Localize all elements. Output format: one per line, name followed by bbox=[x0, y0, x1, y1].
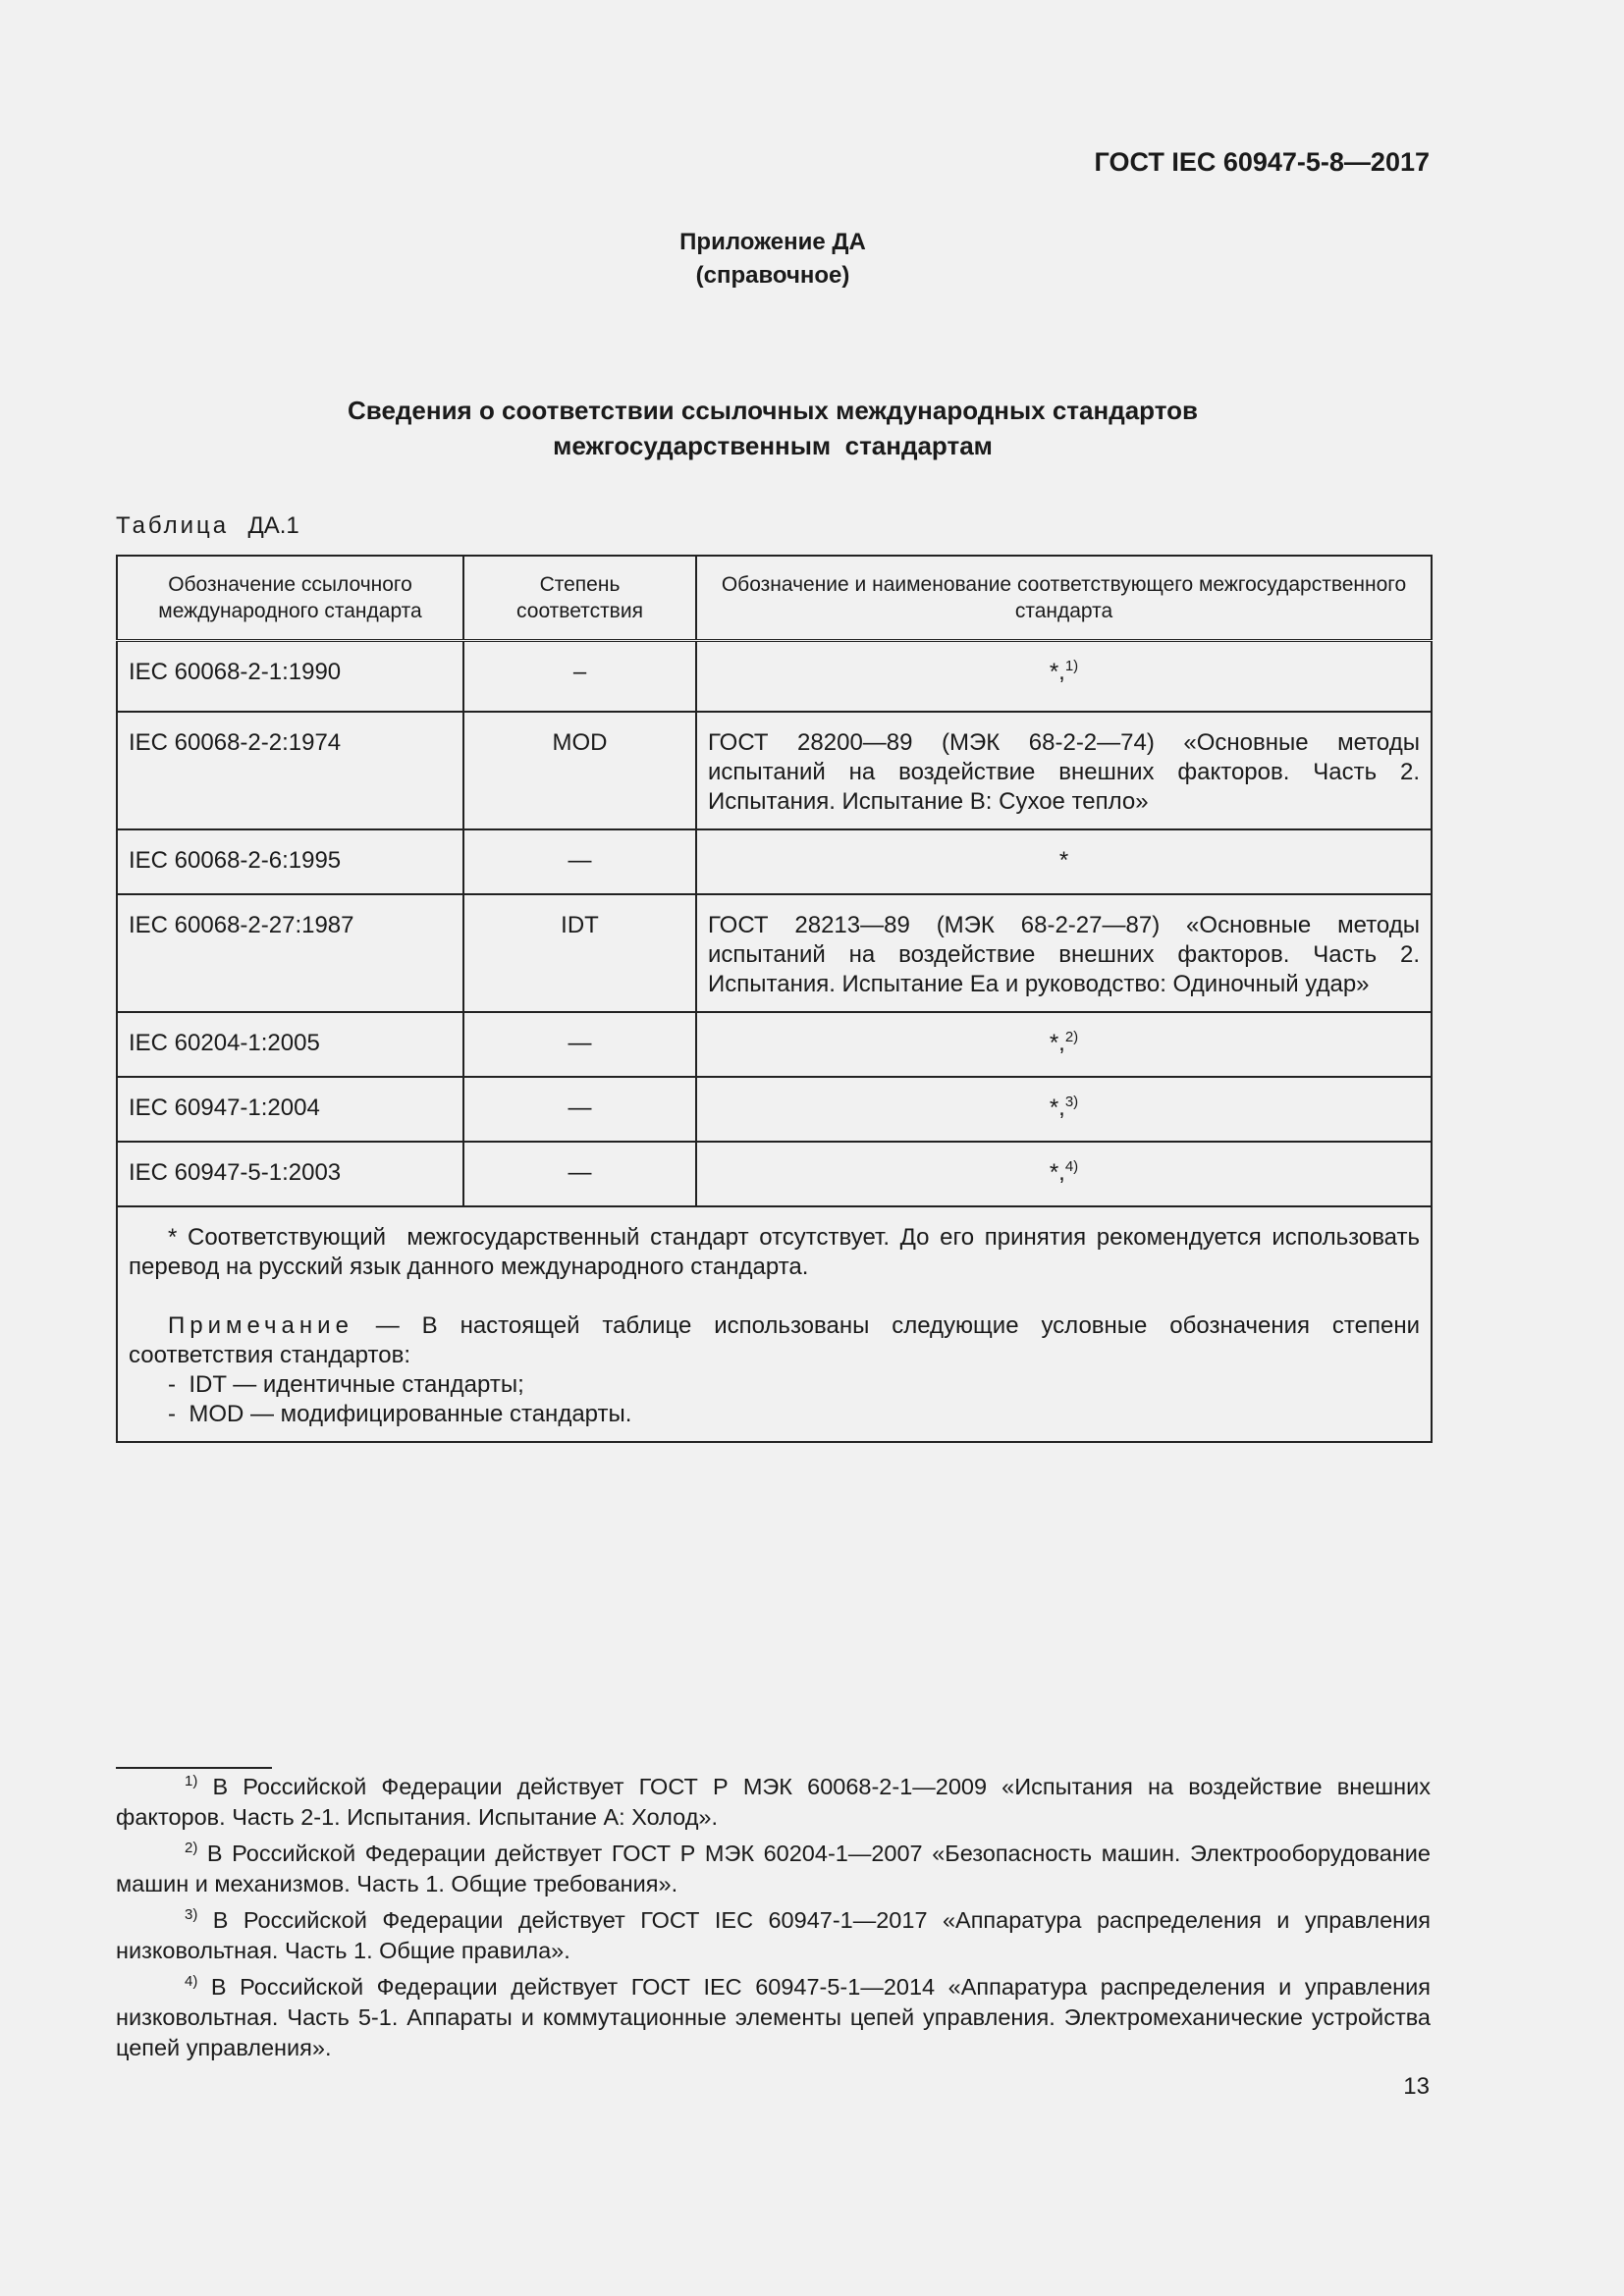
cell-gost: ГОСТ 28200—89 (МЭК 68-2-2—74) «Основные методы испытаний на воздействие внешних факторов. Часть 2. Испытания. Испытание В: Сухое тепло» bbox=[696, 712, 1432, 829]
note-star: * Соответствующий межгосударственный стандарт отсутствует. До его принятия рекомендуется использовать перевод на русский язык данного международного стандарта. bbox=[129, 1223, 1427, 1280]
note-paragraph bbox=[129, 1311, 1420, 1370]
appendix-heading bbox=[0, 226, 1545, 293]
correspondence-table bbox=[116, 555, 1433, 1443]
footnote: $^{3)}$ В Российской Федерации действует ГОСТ IEC 60947-1—2017 «Аппаратура распределения и управления низковольтная. Часть 1. Общие правила». bbox=[116, 1906, 1431, 1963]
cell-degree: — bbox=[463, 1077, 696, 1142]
table-row bbox=[117, 1077, 1432, 1142]
table-label-number: ДА.1 bbox=[247, 512, 299, 539]
header-interstate-standard: Обозначение и наименование соответствующего межгосударственного стандарта bbox=[696, 556, 1432, 641]
note-word: Примечание bbox=[168, 1311, 353, 1339]
cell-gost: *,$^{3)}$ bbox=[696, 1077, 1432, 1142]
footnote: $^{4)}$ В Российской Федерации действует ГОСТ IEC 60947-5-1—2014 «Аппаратура распределения и управления низковольтная. Часть 5-1. Аппараты и коммутационные элементы цепей управления. Электромеханические устройства цепей управления». bbox=[116, 1973, 1431, 2060]
table-row bbox=[117, 1142, 1432, 1206]
appendix-title: Приложение ДА bbox=[679, 229, 866, 255]
table-row bbox=[117, 1012, 1432, 1077]
header-degree: Степень соответствия bbox=[463, 556, 696, 641]
table-row bbox=[117, 712, 1432, 829]
table-header-row bbox=[117, 556, 1432, 641]
list-item: - IDT — идентичные стандарты; bbox=[168, 1370, 524, 1398]
cell-ref: IEC 60068-2-27:1987 bbox=[117, 894, 463, 1012]
footnote-separator bbox=[116, 1767, 272, 1769]
cell-gost: *,$^{4)}$ bbox=[696, 1142, 1432, 1206]
cell-ref: IEC 60947-5-1:2003 bbox=[117, 1142, 463, 1206]
cell-gost: ГОСТ 28213—89 (МЭК 68-2-27—87) «Основные методы испытаний на воздействие внешних факторов. Часть 2. Испытания. Испытание Еа и руководство: Одиночный удар» bbox=[696, 894, 1432, 1012]
cell-degree: – bbox=[463, 641, 696, 712]
page-number: 13 bbox=[1403, 2073, 1430, 2100]
footnotes bbox=[116, 1772, 1431, 2069]
footnote: $^{2)}$ В Российской Федерации действует ГОСТ Р МЭК 60204-1—2007 «Безопасность машин. Электрооборудование машин и механизмов. Часть 1. Общие требования». bbox=[116, 1840, 1431, 1896]
section-title-line2: межгосударственным стандартам bbox=[553, 431, 993, 460]
cell-ref: IEC 60947-1:2004 bbox=[117, 1077, 463, 1142]
table-row bbox=[117, 894, 1432, 1012]
table-notes bbox=[117, 1206, 1432, 1442]
cell-ref: IEC 60068-2-6:1995 bbox=[117, 829, 463, 894]
section-title bbox=[0, 393, 1545, 463]
cell-degree: — bbox=[463, 829, 696, 894]
cell-degree: MOD bbox=[463, 712, 696, 829]
table-row bbox=[117, 829, 1432, 894]
section-title-line1: Сведения о соответствии ссылочных международных стандартов bbox=[348, 396, 1198, 425]
table-row bbox=[117, 641, 1432, 712]
table-notes-row bbox=[117, 1206, 1432, 1442]
cell-gost: *,$^{1)}$ bbox=[696, 641, 1432, 712]
table-label-word: Таблица bbox=[116, 512, 230, 539]
note-text: — В настоящей таблице использованы следующие условные обозначения степени соответствия стандартов: bbox=[129, 1311, 1420, 1368]
list-item: - MOD — модифицированные стандарты. bbox=[168, 1400, 632, 1427]
document-code: ГОСТ IEC 60947-5-8—2017 bbox=[1094, 147, 1430, 177]
cell-degree: — bbox=[463, 1012, 696, 1077]
cell-gost: * bbox=[696, 829, 1432, 894]
cell-gost: *,$^{2)}$ bbox=[696, 1012, 1432, 1077]
table-label bbox=[116, 512, 299, 540]
cell-degree: IDT bbox=[463, 894, 696, 1012]
cell-ref: IEC 60204-1:2005 bbox=[117, 1012, 463, 1077]
footnote: $^{1)}$ В Российской Федерации действует ГОСТ Р МЭК 60068-2-1—2009 «Испытания на воздействие внешних факторов. Часть 2-1. Испытания. Испытание А: Холод». bbox=[116, 1773, 1431, 1830]
cell-ref: IEC 60068-2-2:1974 bbox=[117, 712, 463, 829]
appendix-subtitle: (справочное) bbox=[695, 262, 850, 289]
cell-ref: IEC 60068-2-1:1990 bbox=[117, 641, 463, 712]
cell-degree: — bbox=[463, 1142, 696, 1206]
header-ref-standard: Обозначение ссылочного международного стандарта bbox=[117, 556, 463, 641]
